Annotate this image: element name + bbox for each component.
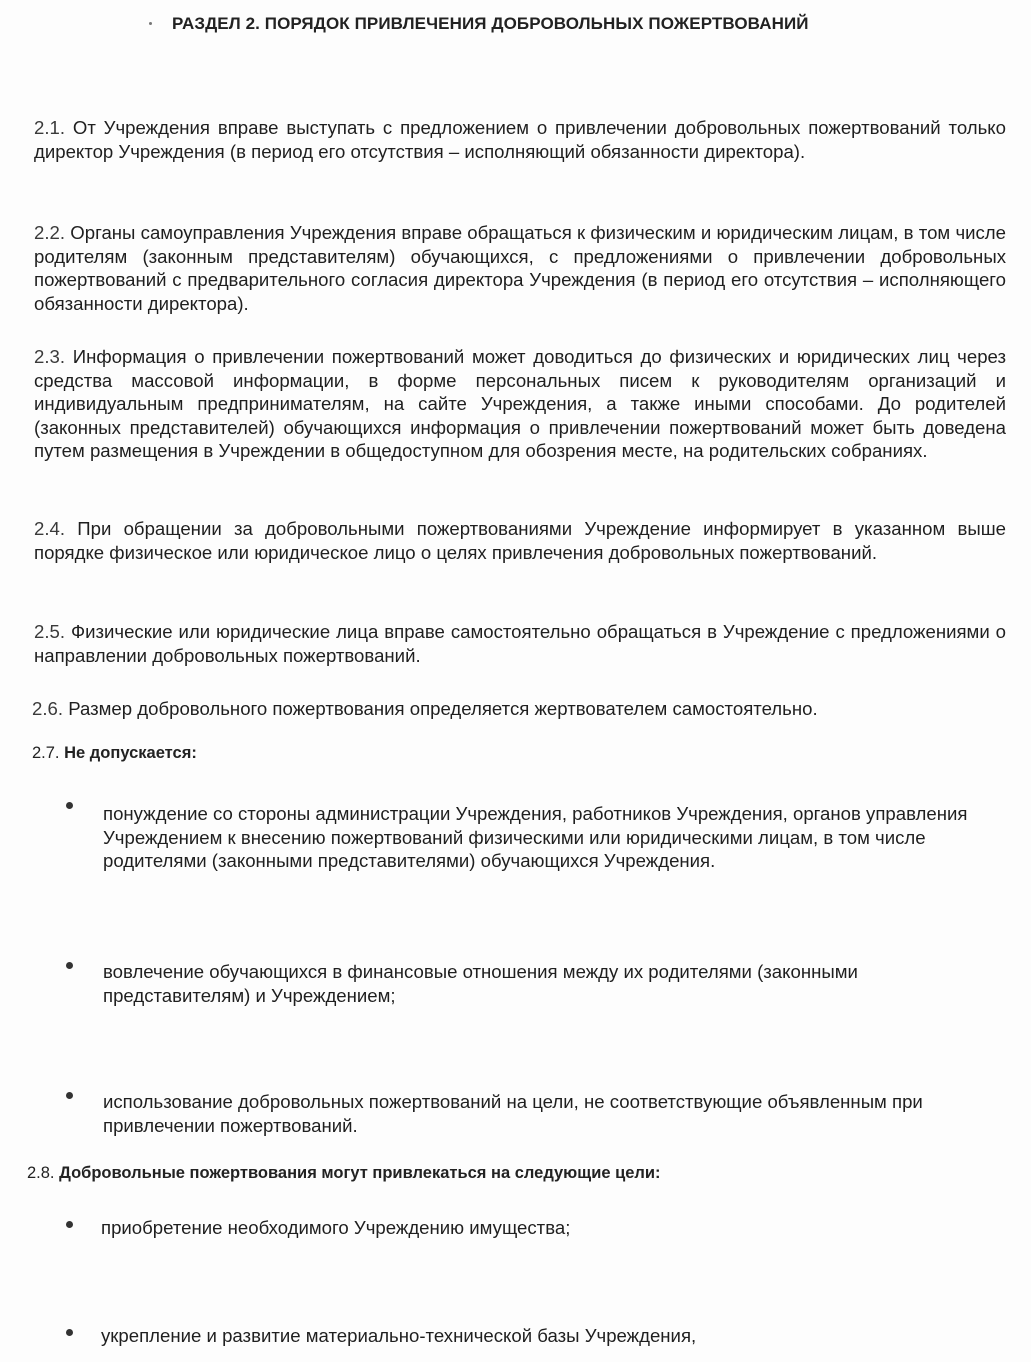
paragraph-text: Размер добровольного пожертвования определяется жертвователем самостоятельно. xyxy=(68,698,818,719)
list-item: понуждение со стороны администрации Учреждения, работников Учреждения, органов управления Учреждением к внесению пожертвований физическими или юридическими лицам, в том числе родителями (законными представителями) обучающихся Учреждения. xyxy=(103,803,968,871)
paragraph-text: Органы самоуправления Учреждения вправе обращаться к физическим и юридическим лицам, в том числе родителям (законным представителям) обучающихся, с предложениями о привлечении добровольных пожертвований с предварительного согласия директора Учреждения (в период его отсутствия – исполняющего обязанности директора). xyxy=(34,222,1007,314)
paragraph-2-1 xyxy=(34,116,1006,163)
paragraph-number: 2.4. xyxy=(34,518,66,539)
paragraph-number: 2.8. xyxy=(27,1164,55,1182)
paragraph-text: От Учреждения вправе выступать с предложением о привлечении добровольных пожертвований только директор Учреждения (в период его отсутствия – исполняющий обязанности директора). xyxy=(34,117,1006,162)
list-item: использование добровольных пожертвований на цели, не соответствующие объявленным при привлечении пожертвований. xyxy=(103,1091,923,1136)
paragraph-2-5 xyxy=(34,620,1006,667)
paragraph-2-7-heading xyxy=(32,744,197,763)
paragraph-text: При обращении за добровольными пожертвованиями Учреждение информирует в указанном выше порядке физическое или юридическое лицо о целях привлечения добровольных пожертвований. xyxy=(34,518,1006,563)
bullet-icon xyxy=(64,799,76,811)
bullet-icon xyxy=(64,1326,76,1338)
list-item: укрепление и развитие материально-технической базы Учреждения, xyxy=(101,1325,697,1346)
scan-dot-mark xyxy=(149,22,152,25)
paragraph-text: Информация о привлечении пожертвований может доводиться до физических и юридических лиц через средства массовой информации, в форме персональных писем к руководителям организаций и индивидуальным предпринимателям, на сайте Учреждения, а также иными способами. До родителей (законных представителей) обучающихся информация о привлечении пожертвований может быть доведена путем размещения в Учреждении в общедоступном для обозрения месте, на родительских собраниях. xyxy=(34,346,1007,461)
paragraph-2-8-heading xyxy=(27,1164,661,1183)
section-title: РАЗДЕЛ 2. ПОРЯДОК ПРИВЛЕЧЕНИЯ ДОБРОВОЛЬНЫХ ПОЖЕРТВОВАНИЙ xyxy=(172,14,809,33)
paragraph-number: 2.6. xyxy=(32,698,64,719)
paragraph-text: Физические или юридические лица вправе самостоятельно обращаться в Учреждение с предложениями о направлении добровольных пожертвований. xyxy=(34,621,1006,666)
paragraph-2-2 xyxy=(34,221,1006,315)
paragraph-number: 2.5. xyxy=(34,621,66,642)
bullet-icon xyxy=(64,959,76,971)
paragraph-2-4 xyxy=(34,517,1006,564)
paragraph-number: 2.2. xyxy=(34,222,66,243)
paragraph-2-3 xyxy=(34,345,1006,463)
list-item: вовлечение обучающихся в финансовые отношения между их родителями (законными представителям) и Учреждением; xyxy=(103,961,858,1006)
list-item: приобретение необходимого Учреждению имущества; xyxy=(101,1217,571,1238)
paragraph-heading: Добровольные пожертвования могут привлекаться на следующие цели: xyxy=(59,1164,661,1182)
paragraph-number: 2.3. xyxy=(34,346,66,367)
paragraph-number: 2.1. xyxy=(34,117,66,138)
bullet-icon xyxy=(64,1089,76,1101)
paragraph-number: 2.7. xyxy=(32,744,60,762)
bullet-icon xyxy=(64,1218,76,1230)
paragraph-2-6 xyxy=(32,697,1004,721)
paragraph-heading: Не допускается: xyxy=(64,744,197,762)
